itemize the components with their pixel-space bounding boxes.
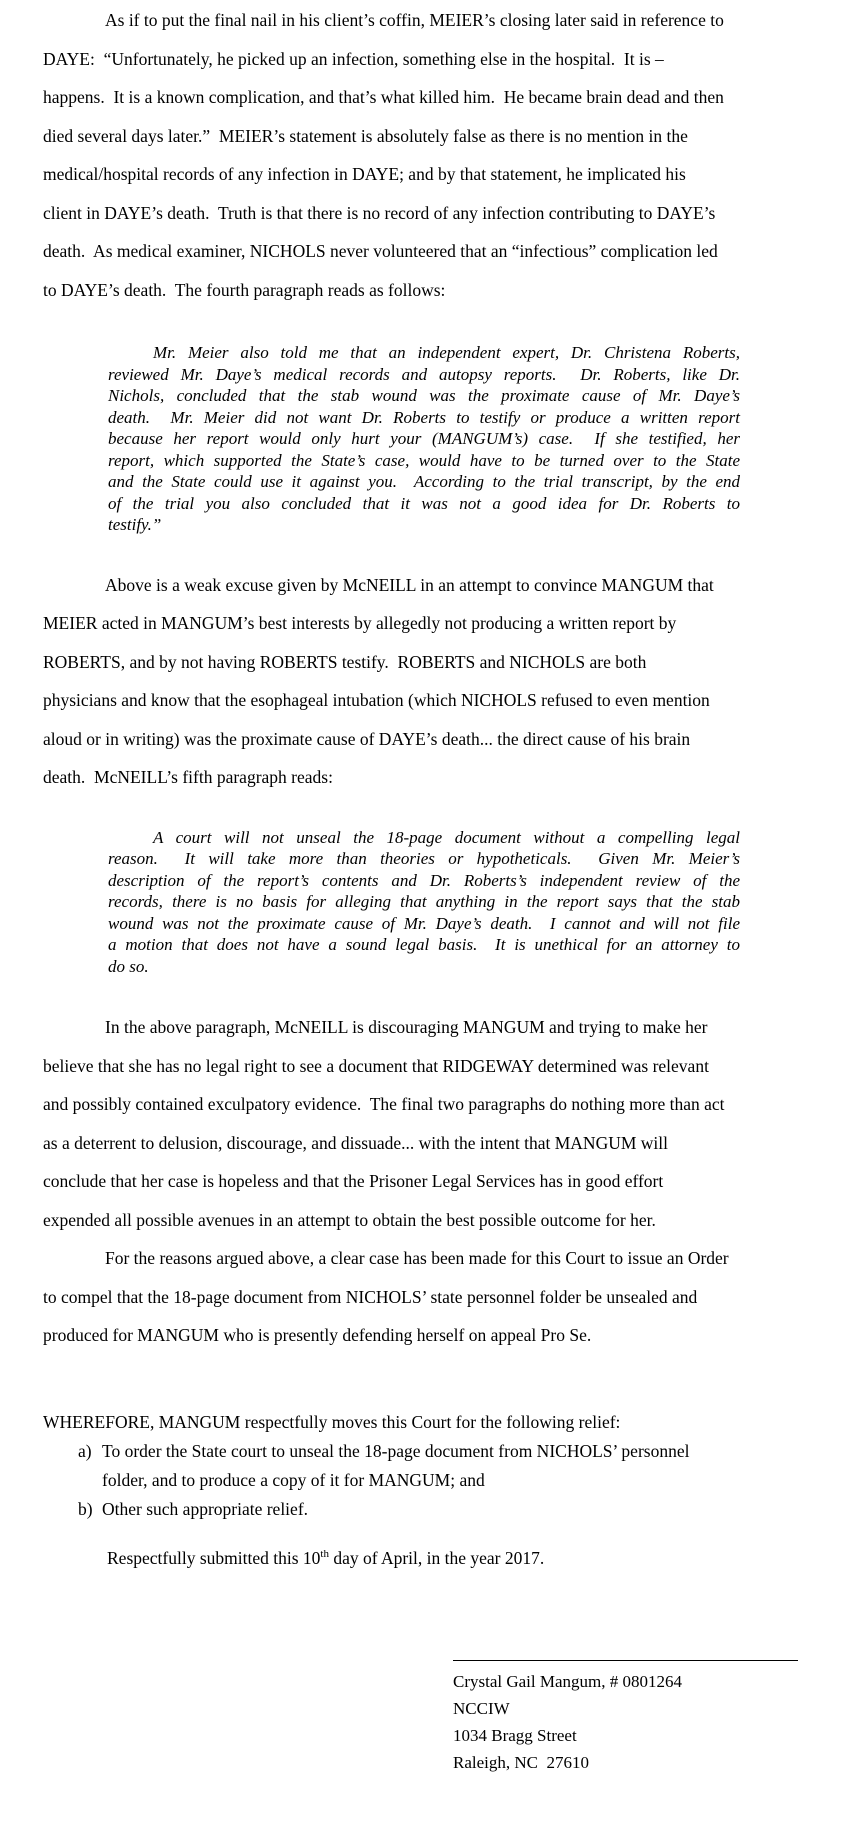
relief-list (43, 1437, 813, 1524)
submission-statement (43, 1544, 813, 1573)
wherefore-clause: WHEREFORE, MANGUM respectfully moves this Court for the following relief: (43, 1411, 621, 1432)
signature-name: Crystal Gail Mangum, # 0801264 (453, 1671, 683, 1691)
relief-item-b (43, 1495, 813, 1524)
paragraph-weak-excuse: Above is a weak excuse given by McNEILL in an attempt to convince MANGUM that MEIER acted in MANGUM’s best interests by allegedly not producing a written report by ROBERTS, and by not having ROBERTS testify. ROBERTS and NICHOLS are both physicians and know that the esophageal intubation (which NICHOLS refused to even mention aloud or in writing) was the proximate cause of DAYE’s death... the direct cause of his brain death. McNEILL’s fifth paragraph reads: (43, 574, 714, 787)
signature-address (453, 1661, 798, 1776)
signature-street: 1034 Bragg Street (453, 1725, 577, 1745)
signature-block (453, 1660, 798, 1776)
submission-suffix: day of April, in the year 2017. (328, 1547, 545, 1568)
relief-item-a-text: To order the State court to unseal the 18-page document from NICHOLS’ personnel folder, and to produce a copy of it for MANGUM; and (102, 1440, 690, 1490)
blockquote-fifth-paragraph: A court will not unseal the 18-page document without a compelling legal reason. It will take more than theories or hypotheticals. Given Mr. Meier’s description of the report’s contents and Dr. Roberts’s independent review of the records, there is no basis for alleging that anything in the report says that the stab wound was not the proximate cause of Mr. Daye’s death. I cannot and will not file a motion that does not have a sound legal basis. It is unethical for an attorney to do so. (108, 827, 740, 976)
submission-prefix: Respectfully submitted this 10 (107, 1547, 321, 1568)
signature-city: Raleigh, NC 27610 (453, 1752, 589, 1772)
relief-item-a-marker: a) (78, 1440, 92, 1461)
paragraph-reasons-argued: For the reasons argued above, a clear case has been made for this Court to issue an Order to compel that the 18-page document from NICHOLS’ state personnel folder be unsealed and produced for MANGUM who is presently defending herself on appeal Pro Se. (43, 1248, 729, 1345)
paragraph-meier-closing: As if to put the final nail in his client’s coffin, MEIER’s closing later said in reference to DAYE: “Unfortunately, he picked up an infection, something else in the hospital. It is – happens. It is a known complication, and that’s what killed him. He became brain dead and then died several days later.” MEIER’s statement is absolutely false as there is no mention in the medical/hospital records of any infection in DAYE; and by that statement, he implicated his client in DAYE’s death. Truth is that there is no record of any infection contributing to DAYE’s death. As medical examiner, NICHOLS never volunteered that an “infectious” complication led to DAYE’s death. The fourth paragraph reads as follows: (43, 10, 724, 300)
signature-facility: NCCIW (453, 1698, 510, 1718)
relief-item-b-marker: b) (78, 1498, 93, 1519)
relief-item-a (43, 1437, 813, 1495)
paragraph-discouraging-mangum: In the above paragraph, McNEILL is discouraging MANGUM and trying to make her believe that she has no legal right to see a document that RIDGEWAY determined was relevant and possibly contained exculpatory evidence. The final two paragraphs do nothing more than act as a deterrent to delusion, discourage, and dissuade... with the intent that MANGUM will conclude that her case is hopeless and that the Prisoner Legal Services has in good effort expended all possible avenues in an attempt to obtain the best possible outcome for her. (43, 1017, 725, 1230)
blockquote-fourth-paragraph: Mr. Meier also told me that an independent expert, Dr. Christena Roberts, reviewed Mr. Daye’s medical records and autopsy reports. Dr. Roberts, like Dr. Nichols, concluded that the stab wound was the proximate cause of Mr. Daye’s death. Mr. Meier did not want Dr. Roberts to testify or produce a written report because her report would only hurt your (MANGUM’s) case. If she testified, her report, which supported the State’s case, would have to be turned over to the State and the State could use it against you. According to the trial transcript, by the end of the trial you also concluded that it was not a good idea for Dr. Roberts to testify.” (108, 343, 740, 534)
relief-item-b-text: Other such appropriate relief. (102, 1498, 309, 1519)
submission-ordinal-superscript: th (320, 1547, 329, 1560)
